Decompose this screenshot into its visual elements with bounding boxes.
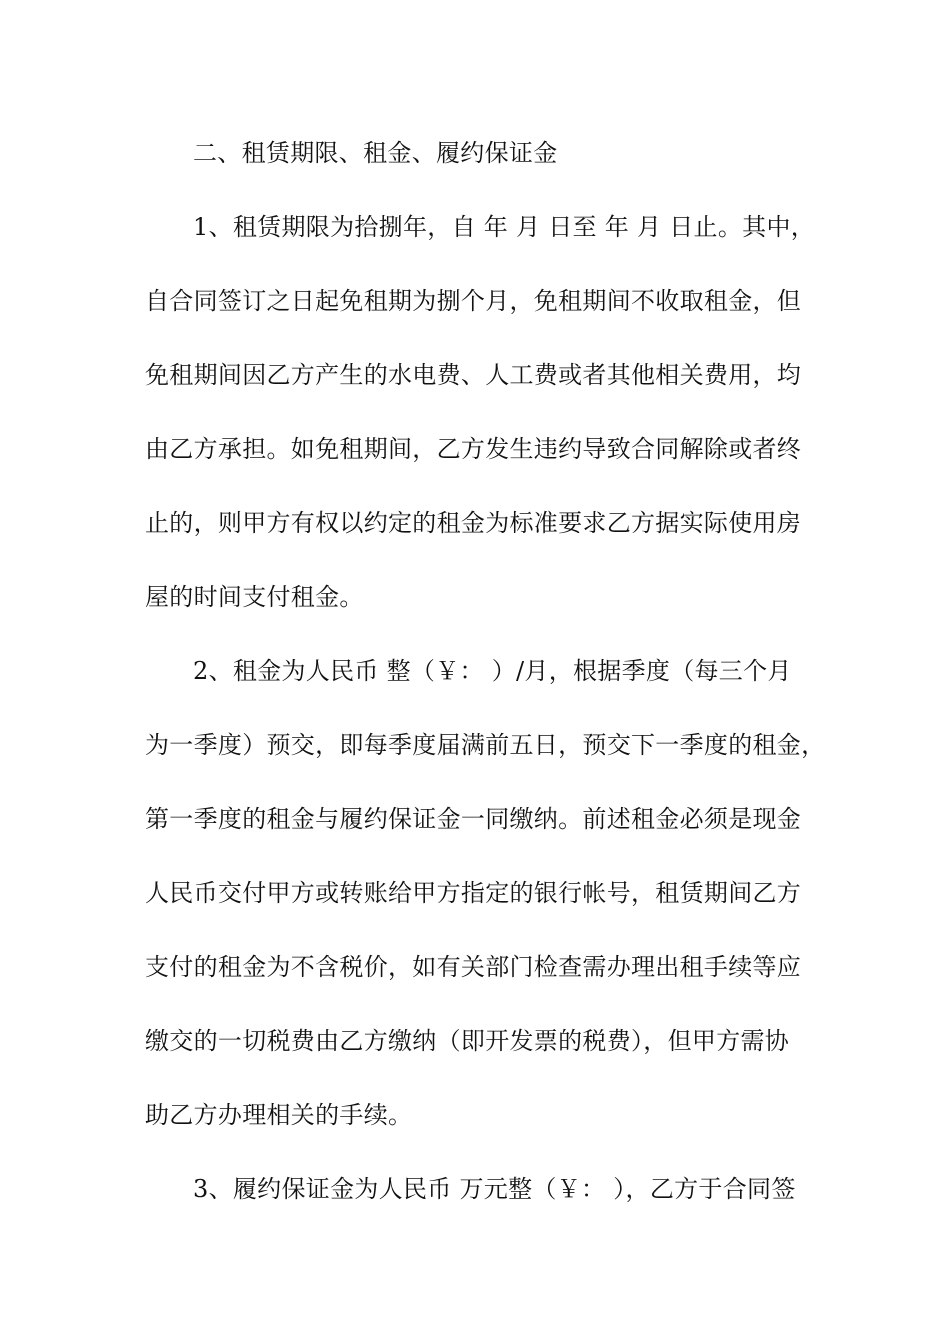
section-heading: 二、租赁期限、租金、履约保证金 [193, 139, 558, 167]
paragraph-1-line-1: 1、租赁期限为拾捌年，自 年 月 日至 年 月 日止。其中， [193, 213, 816, 241]
paragraph-2-line-3: 第一季度的租金与履约保证金一同缴纳。前述租金必须是现金 [145, 805, 802, 833]
paragraph-1-line-5: 止的，则甲方有权以约定的租金为标准要求乙方据实际使用房 [145, 509, 802, 537]
paragraph-2-line-5: 支付的租金为不含税价，如有关部门检查需办理出租手续等应 [145, 953, 802, 981]
paragraph-2-line-4: 人民币交付甲方或转账给甲方指定的银行帐号，租赁期间乙方 [145, 879, 802, 907]
paragraph-2-line-2: 为一季度）预交，即每季度届满前五日，预交下一季度的租金， [145, 731, 826, 759]
paragraph-1-line-3: 免租期间因乙方产生的水电费、人工费或者其他相关费用，均 [145, 361, 802, 389]
paragraph-2-line-1: 2、租金为人民币 整（￥： ）/月，根据季度（每三个月 [193, 657, 792, 685]
paragraph-2-line-7: 助乙方办理相关的手续。 [145, 1101, 413, 1129]
paragraph-1-line-6: 屋的时间支付租金。 [145, 583, 364, 611]
paragraph-2-line-6: 缴交的一切税费由乙方缴纳（即开发票的税费），但甲方需协 [145, 1027, 790, 1055]
paragraph-1-line-2: 自合同签订之日起免租期为捌个月，免租期间不收取租金，但 [145, 287, 802, 315]
paragraph-1-line-4: 由乙方承担。如免租期间，乙方发生违约导致合同解除或者终 [145, 435, 802, 463]
paragraph-3-line-1: 3、履约保证金为人民币 万元整（￥： ），乙方于合同签 [193, 1175, 796, 1203]
